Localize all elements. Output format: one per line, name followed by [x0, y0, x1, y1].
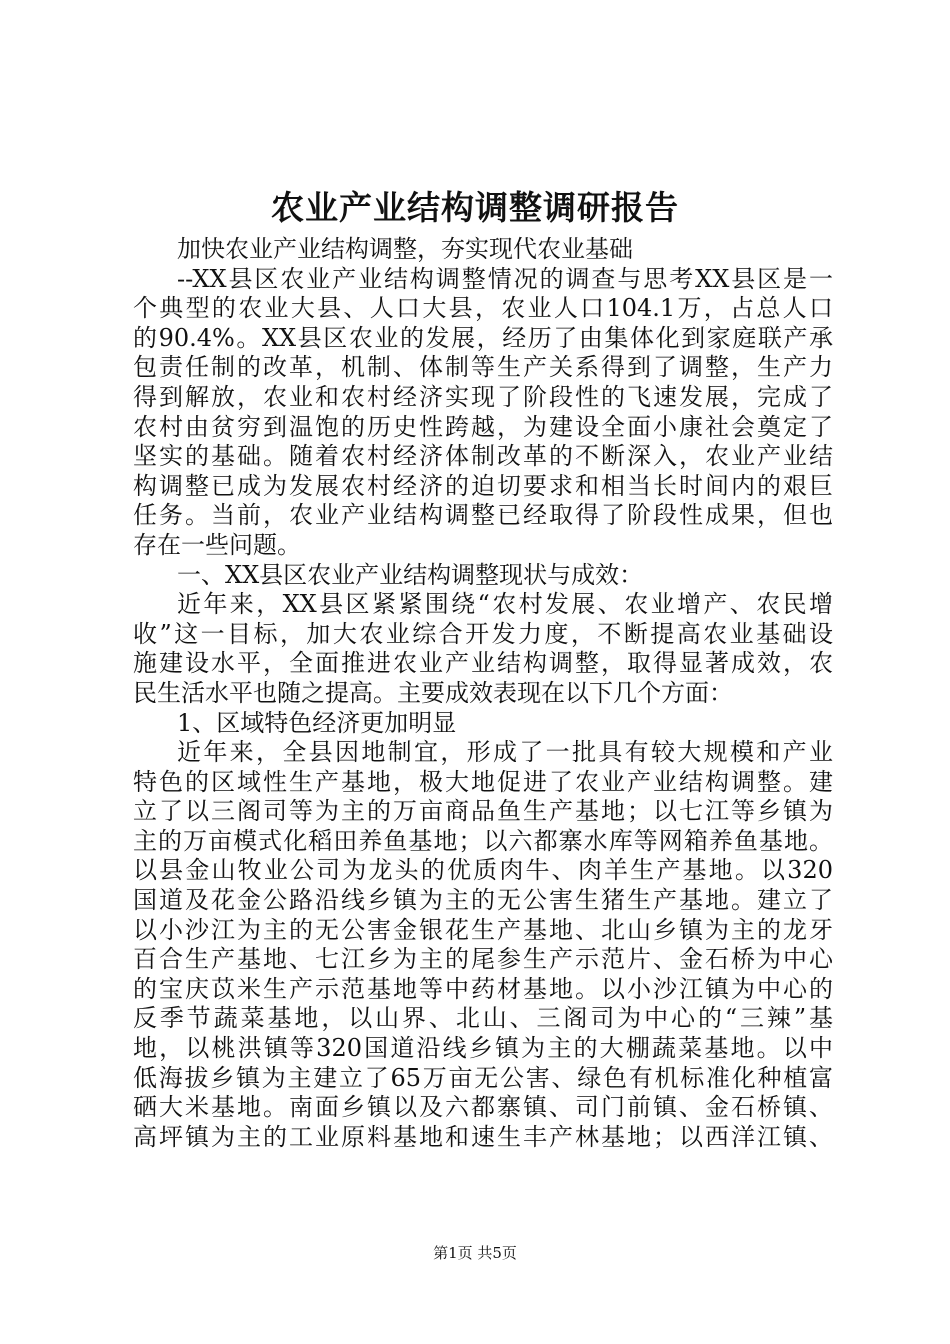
text-line: --XX县区农业产业结构调整情况的调查与思考XX县区是一 — [177, 264, 833, 293]
text-line: 以县金山牧业公司为龙头的优质肉牛、肉羊生产基地。以320 — [133, 856, 833, 885]
text-line: 以小沙江为主的无公害金银花生产基地、北山乡镇为主的龙牙 — [133, 915, 833, 944]
text-line: 存在一些问题。 — [133, 530, 301, 559]
text-line: 的宝庆苡米生产示范基地等中药材基地。以小沙江镇为中心的 — [133, 974, 833, 1003]
text-line: 主的万亩模式化稻田养鱼基地；以六都寨水库等网箱养鱼基地。 — [133, 826, 833, 855]
text-line: 高坪镇为主的工业原料基地和速生丰产林基地；以西洋江镇、 — [133, 1122, 833, 1151]
text-line: 包责任制的改革，机制、体制等生产关系得到了调整，生产力 — [133, 353, 833, 382]
text-line: 个典型的农业大县、人口大县，农业人口104.1万，占总人口 — [133, 294, 833, 323]
text-line: 农村由贫穷到温饱的历史性跨越，为建设全面小康社会奠定了 — [133, 412, 833, 441]
text-line: 硒大米基地。南面乡镇以及六都寨镇、司门前镇、金石桥镇、 — [133, 1093, 833, 1122]
text-line: 一、XX县区农业产业结构调整现状与成效： — [177, 560, 644, 589]
text-line: 施建设水平，全面推进农业产业结构调整，取得显著成效，农 — [133, 649, 833, 678]
text-line: 低海拔乡镇为主建立了65万亩无公害、绿色有机标准化种植富 — [133, 1063, 833, 1092]
page-number: 第1页 共5页 — [433, 1244, 517, 1262]
text-line: 近年来，XX县区紧紧围绕“农村发展、农业增产、农民增 — [177, 590, 833, 619]
text-line: 构调整已成为发展农村经济的迫切要求和相当长时间内的艰巨 — [133, 471, 833, 500]
text-line: 百合生产基地、七江乡为主的尾参生产示范片、金石桥为中心 — [133, 945, 833, 974]
text-line: 立了以三阁司等为主的万亩商品鱼生产基地；以七江等乡镇为 — [133, 797, 833, 826]
text-line: 收”这一目标，加大农业综合开发力度，不断提高农业基础设 — [133, 619, 833, 648]
text-line: 地，以桃洪镇等320国道沿线乡镇为主的大棚蔬菜基地。以中 — [133, 1034, 833, 1063]
text-line: 国道及花金公路沿线乡镇为主的无公害生猪生产基地。建立了 — [133, 886, 833, 915]
text-line: 加快农业产业结构调整，夯实现代农业基础 — [177, 235, 633, 263]
text-line: 坚实的基础。随着农村经济体制改革的不断深入，农业产业结 — [133, 442, 833, 471]
document-title: 农业产业结构调整调研报告 — [271, 188, 679, 227]
text-line: 得到解放，农业和农村经济实现了阶段性的飞速发展，完成了 — [133, 382, 833, 411]
text-line: 1、区域特色经济更加明显 — [177, 708, 457, 737]
document-body — [133, 235, 833, 1152]
text-line: 近年来，全县因地制宜，形成了一批具有较大规模和产业 — [177, 738, 833, 767]
text-line: 特色的区域性生产基地，极大地促进了农业产业结构调整。建 — [133, 767, 833, 796]
text-line: 任务。当前，农业产业结构调整已经取得了阶段性成果，但也 — [133, 501, 833, 530]
text-line: 反季节蔬菜基地，以山界、北山、三阁司为中心的“三辣”基 — [133, 1004, 833, 1033]
text-line: 民生活水平也随之提高。主要成效表现在以下几个方面： — [133, 678, 733, 707]
text-line: 的90.4%。XX县区农业的发展，经历了由集体化到家庭联产承 — [133, 323, 833, 352]
